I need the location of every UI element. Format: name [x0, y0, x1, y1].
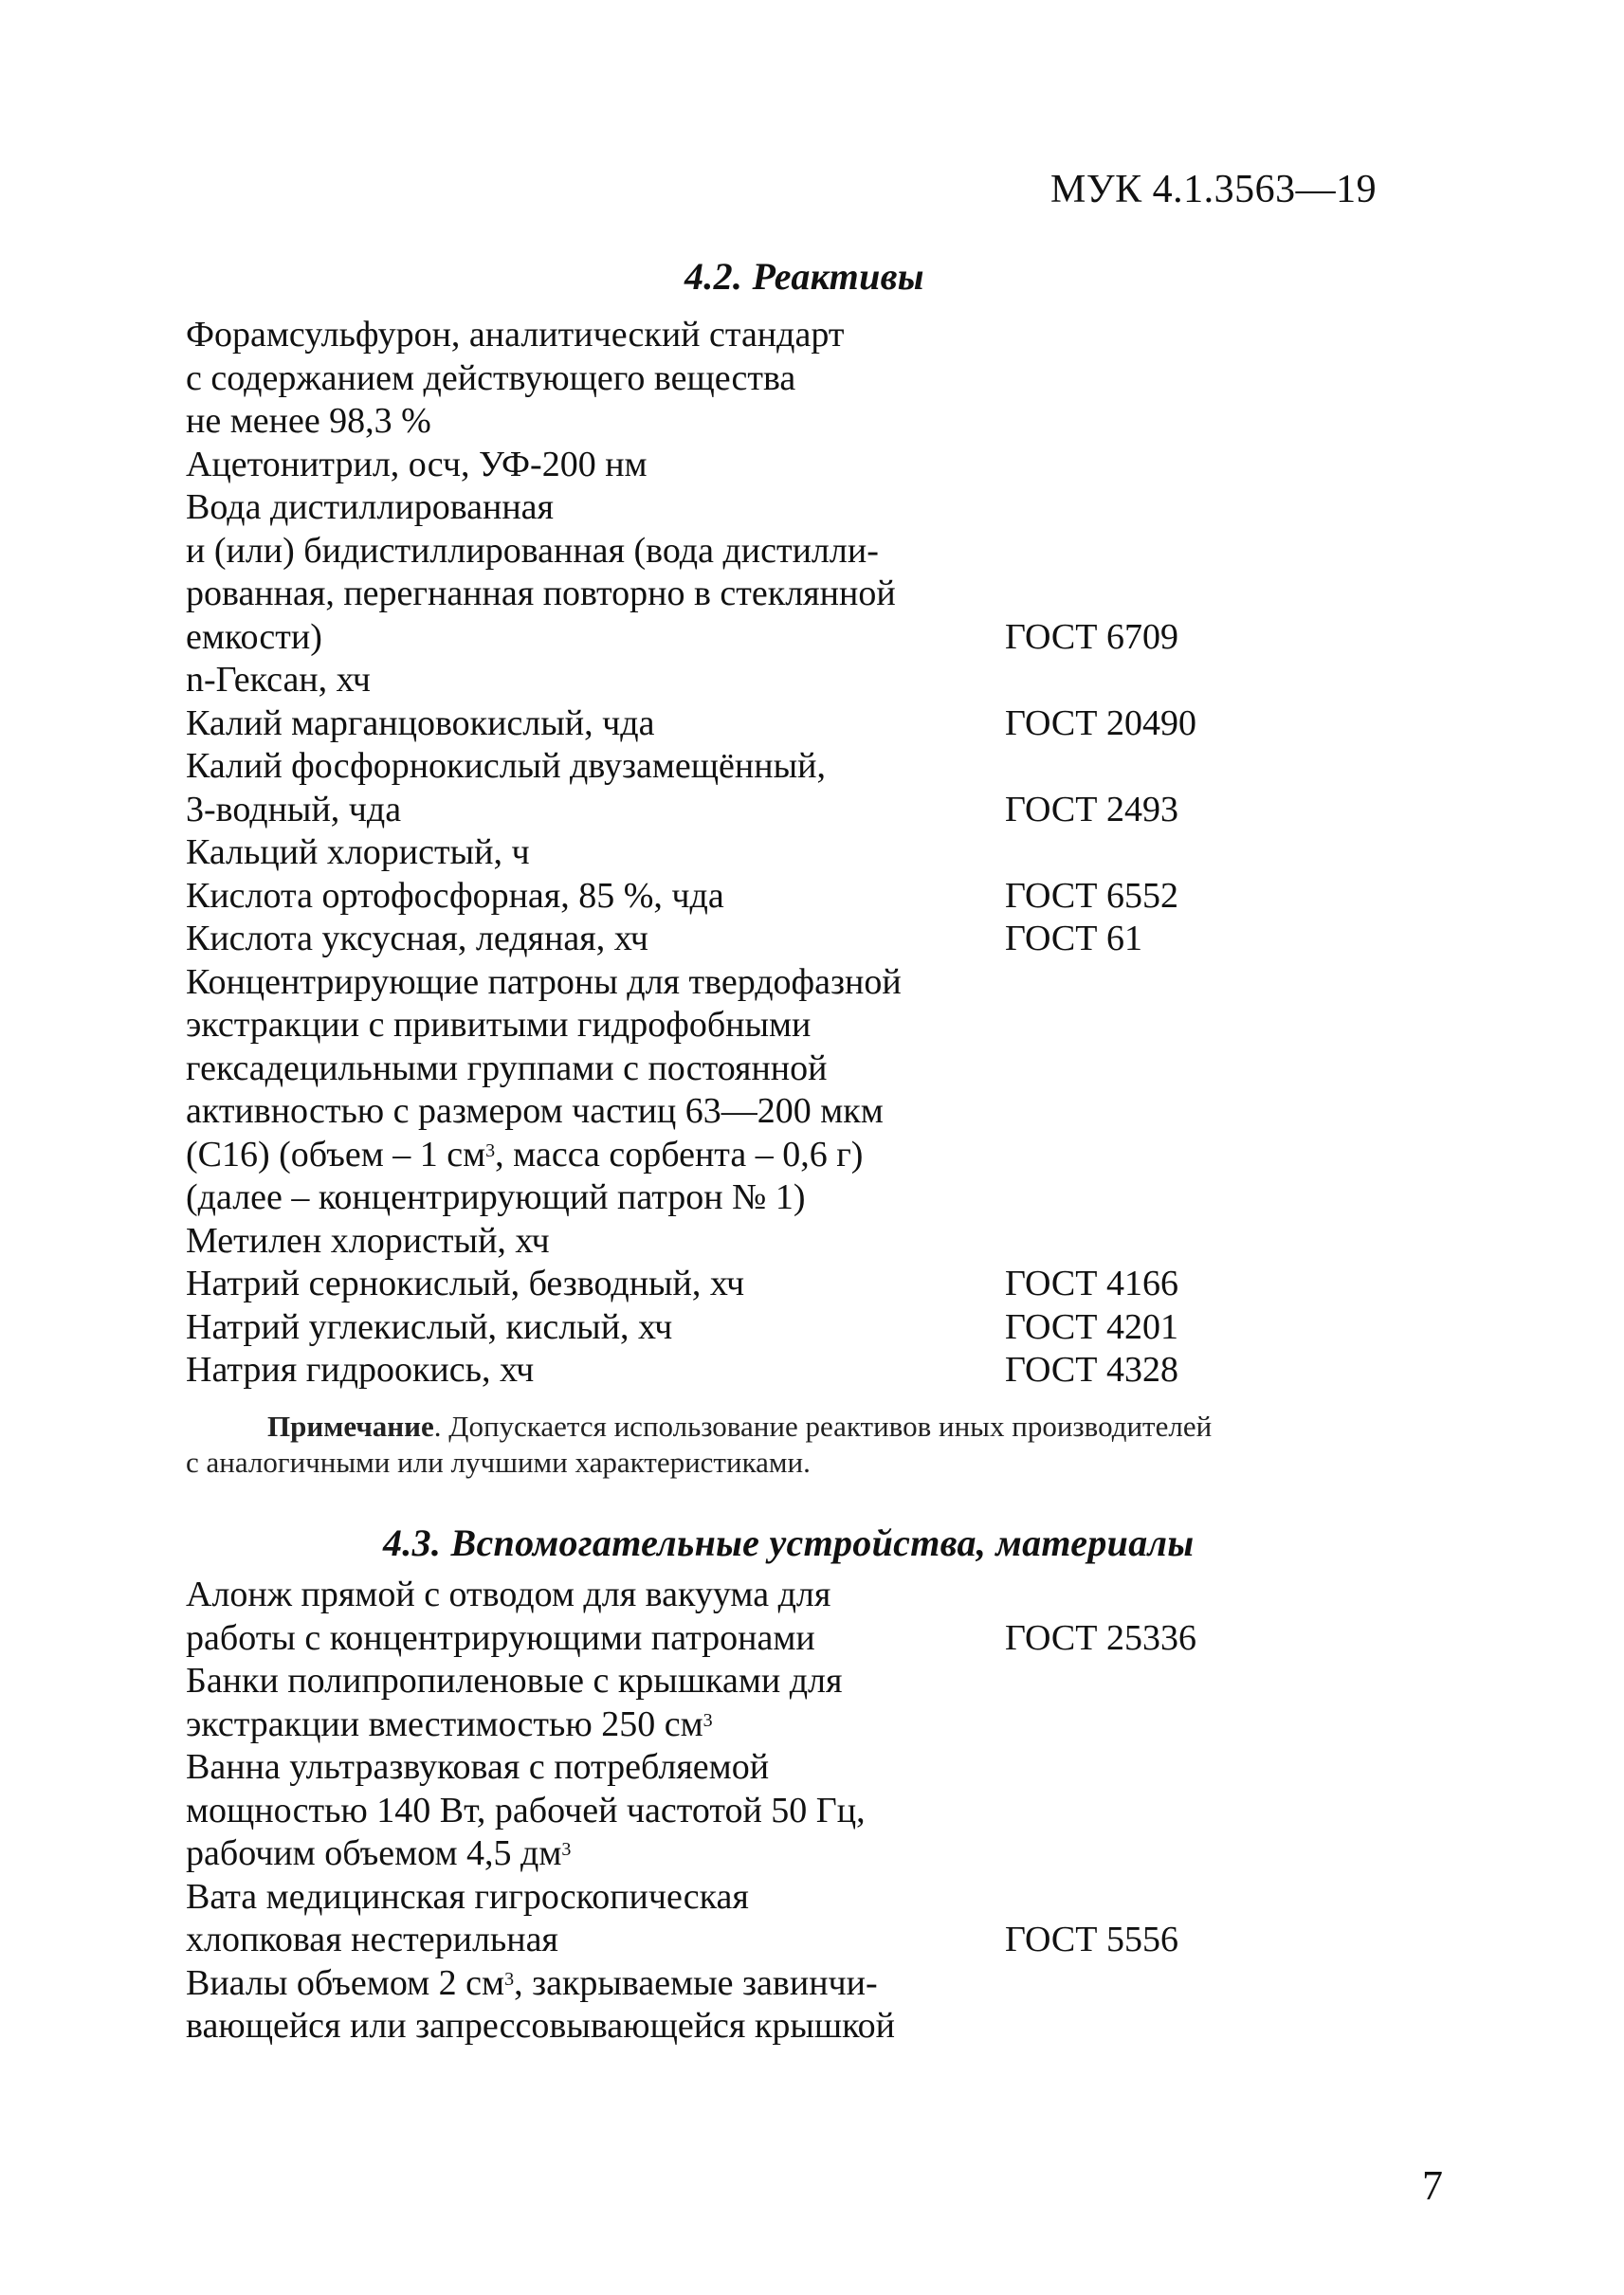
item-name	[186, 831, 530, 875]
item-name	[186, 1176, 806, 1220]
item-name	[186, 2005, 895, 2049]
item-name	[186, 1703, 713, 1747]
item-name-tail: , масса сорбента – 0,6 г)	[495, 1134, 864, 1175]
superscript: 3	[504, 1968, 515, 1990]
item-name	[186, 1306, 672, 1350]
item-name	[186, 745, 826, 789]
list-row	[186, 1660, 1513, 1703]
list-row	[186, 2005, 1513, 2049]
item-name-text: с содержанием действующего вещества	[186, 357, 796, 398]
list-row	[186, 486, 1513, 530]
item-name	[186, 1660, 843, 1703]
item-name-text: n-Гексан, хч	[186, 660, 371, 700]
item-name	[186, 530, 879, 574]
list-row	[186, 400, 1513, 444]
item-name	[186, 1263, 744, 1306]
section-title-aux: 4.3. Вспомогательные устройства, материалы	[383, 1521, 1195, 1564]
list-row	[186, 1090, 1513, 1134]
superscript: 3	[561, 1839, 572, 1860]
item-name-text: (С16) (объем – 1 см	[186, 1134, 486, 1175]
item-name	[186, 1090, 884, 1134]
list-row	[186, 1919, 1513, 1962]
item-name	[186, 444, 648, 487]
item-name-text: (далее – концентрирующий патрон № 1)	[186, 1177, 806, 1217]
item-name	[186, 1004, 811, 1047]
list-row	[186, 573, 1513, 616]
item-name	[186, 1919, 558, 1962]
item-name	[186, 400, 431, 444]
item-name	[186, 1574, 830, 1617]
gost-reference: ГОСТ 20490	[1005, 702, 1196, 743]
item-name	[186, 918, 648, 961]
item-name-text: Кальций хлористый, ч	[186, 832, 530, 872]
item-name-text: экстракции с привитыми гидрофобными	[186, 1005, 812, 1045]
list-row	[186, 357, 1513, 401]
item-name-text: Ацетонитрил, осч, УФ-200 нм	[186, 444, 648, 484]
list-row	[186, 1574, 1513, 1617]
item-name-text: и (или) бидистиллированная (вода дистилли-	[186, 530, 879, 571]
gost-reference: ГОСТ 5556	[1005, 1920, 1178, 1959]
item-name-text: 3-водный, чда	[186, 789, 402, 829]
superscript: 3	[703, 1709, 713, 1731]
item-name-text: Алонж прямой с отводом для вакуума для	[186, 1575, 831, 1614]
item-name-text: хлопковая нестерильная	[186, 1920, 558, 1959]
gost-reference: ГОСТ 25336	[1005, 1617, 1196, 1658]
item-name-text: Калий марганцовокислый, чда	[186, 702, 655, 743]
note-line-2: с аналогичными или лучшими характеристиками.	[186, 1446, 811, 1479]
item-name-text: Вата медицинская гигроскопическая	[186, 1876, 749, 1917]
page-number: 7	[1422, 2162, 1443, 2209]
note-label: Примечание	[267, 1410, 434, 1443]
note-line-1	[186, 1409, 1447, 1445]
item-name-text: мощностью 140 Вт, рабочей частотой 50 Гц,	[186, 1790, 866, 1831]
list-row	[186, 1004, 1513, 1047]
item-name	[186, 357, 795, 401]
item-name-text: активностью с размером частиц 63—200 мкм	[186, 1091, 884, 1131]
list-row	[186, 1746, 1513, 1790]
item-name-text: емкости)	[186, 616, 322, 657]
list-row	[186, 1617, 1513, 1661]
item-name-text: не менее 98,3 %	[186, 401, 431, 441]
superscript: 3	[485, 1139, 496, 1161]
gost-reference: ГОСТ 4328	[1005, 1350, 1178, 1390]
item-name	[186, 1876, 749, 1920]
item-name	[186, 616, 322, 660]
list-row	[186, 659, 1513, 702]
list-row	[186, 1220, 1513, 1264]
item-name	[186, 486, 554, 530]
item-name-tail: , закрываемые завинчи-	[514, 1962, 878, 2003]
item-name-text: рованная, перегнанная повторно в стеклянной	[186, 574, 896, 613]
list-row	[186, 616, 1513, 660]
note-text-1: . Допускается использование реактивов иных производителей	[433, 1410, 1213, 1443]
item-name	[186, 1832, 571, 1876]
list-row	[186, 831, 1513, 875]
section-title-reagents: 4.2. Реактивы	[684, 255, 924, 298]
list-row	[186, 530, 1513, 574]
item-name-text: Метилен хлористый, хч	[186, 1220, 550, 1261]
item-name	[186, 702, 654, 746]
item-name	[186, 1746, 769, 1790]
item-name-text: Натрия гидроокись, хч	[186, 1350, 535, 1390]
item-name	[186, 1134, 863, 1177]
list-row	[186, 1047, 1513, 1091]
item-name-text: Кислота ортофосфорная, 85 %, чда	[186, 875, 724, 916]
list-row	[186, 745, 1513, 789]
list-row	[186, 1876, 1513, 1920]
list-row	[186, 1306, 1513, 1350]
item-name-text: Вода дистиллированная	[186, 487, 555, 527]
gost-reference: ГОСТ 4166	[1005, 1264, 1178, 1303]
list-row	[186, 1176, 1513, 1220]
list-row	[186, 789, 1513, 832]
item-name	[186, 961, 902, 1005]
gost-reference: ГОСТ 6709	[1005, 616, 1178, 657]
reagents-note	[186, 1409, 1447, 1481]
list-row	[186, 918, 1513, 961]
item-name	[186, 1962, 878, 2006]
list-row	[186, 444, 1513, 487]
list-row	[186, 875, 1513, 919]
list-row	[186, 1134, 1513, 1177]
item-name-text: Виалы объемом 2 см	[186, 1962, 505, 2003]
reagents-list	[186, 314, 1513, 1393]
item-name-text: вающейся или запрессовывающейся крышкой	[186, 2006, 895, 2046]
gost-reference: ГОСТ 2493	[1005, 789, 1178, 829]
item-name-text: Натрий сернокислый, безводный, хч	[186, 1264, 745, 1303]
document-code: МУК 4.1.3563—19	[1050, 168, 1378, 211]
item-name-text: гексадецильными группами с постоянной	[186, 1047, 828, 1088]
aux-list	[186, 1574, 1513, 2049]
item-name-text: Калий фосфорнокислый двузамещённый,	[186, 746, 826, 786]
item-name	[186, 1047, 827, 1091]
list-row	[186, 1962, 1513, 2006]
item-name	[186, 875, 724, 919]
list-row	[186, 961, 1513, 1005]
item-name-text: рабочим объемом 4,5 дм	[186, 1833, 562, 1873]
item-name-text: Ванна ультразвуковая с потребляемой	[186, 1747, 770, 1787]
item-name	[186, 314, 844, 357]
item-name-text: Форамсульфурон, аналитический стандарт	[186, 315, 845, 355]
item-name	[186, 1349, 534, 1393]
item-name	[186, 659, 371, 702]
item-name-text: экстракции вместимостью 250 см	[186, 1703, 703, 1744]
gost-reference: ГОСТ 4201	[1005, 1306, 1178, 1347]
item-name	[186, 1617, 815, 1661]
item-name-text: Концентрирующие патроны для твердофазной	[186, 961, 902, 1002]
gost-reference: ГОСТ 6552	[1005, 875, 1178, 916]
item-name-text: Кислота уксусная, ледяная, хч	[186, 919, 648, 958]
list-row	[186, 702, 1513, 746]
item-name	[186, 1220, 550, 1264]
list-row	[186, 1832, 1513, 1876]
list-row	[186, 1790, 1513, 1833]
item-name	[186, 573, 896, 616]
list-row	[186, 314, 1513, 357]
list-row	[186, 1263, 1513, 1306]
list-row	[186, 1703, 1513, 1747]
list-row	[186, 1349, 1513, 1393]
item-name-text: работы с концентрирующими патронами	[186, 1617, 815, 1658]
item-name-text: Натрий углекислый, кислый, хч	[186, 1306, 673, 1347]
item-name-text: Банки полипропиленовые с крышками для	[186, 1661, 843, 1701]
item-name	[186, 789, 401, 832]
item-name	[186, 1790, 866, 1833]
gost-reference: ГОСТ 61	[1005, 919, 1142, 958]
